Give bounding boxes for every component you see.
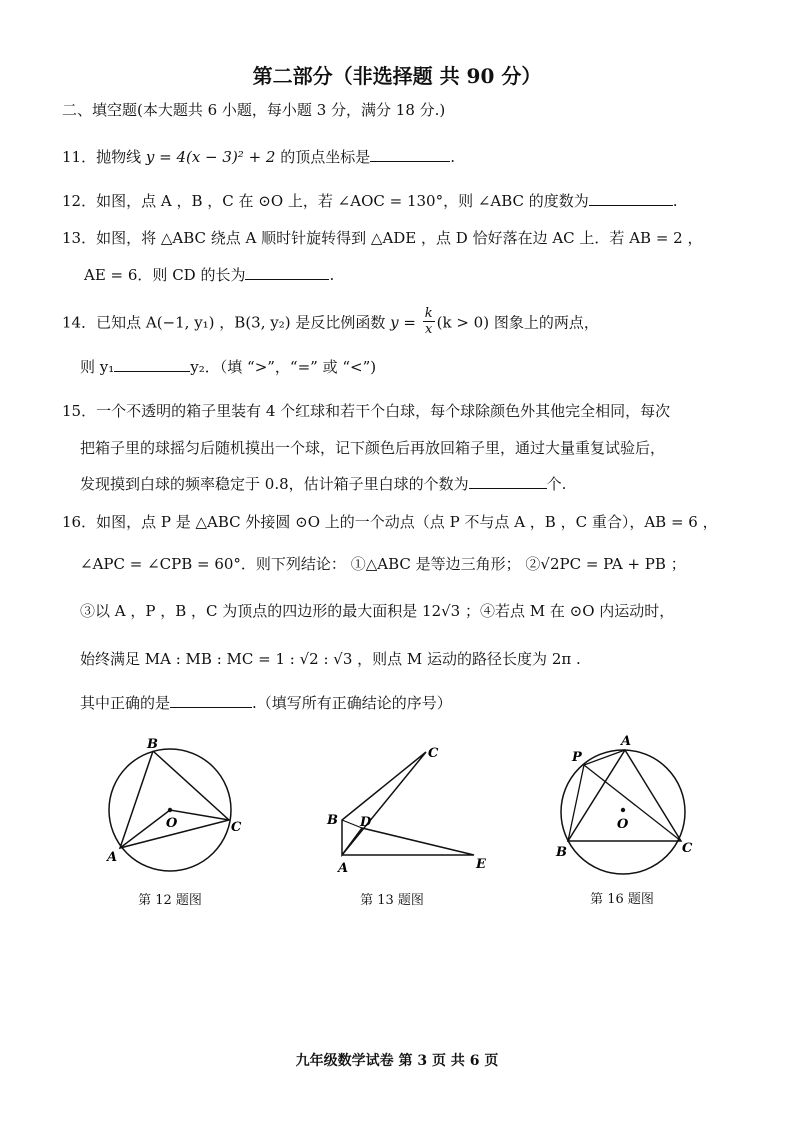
q14-line2-post: y₂．（填 “>”，“=” 或 “<”) [190,358,377,376]
fig12-caption: 第 12 题图 [138,893,202,908]
question-15-line3 [80,473,566,494]
fig13-label-c: C [428,746,439,761]
figure-13 [320,738,500,878]
fig12-label-a: A [107,850,118,865]
q14-fraction-num: k [424,306,433,321]
page-footer: 九年级数学试卷 第 3 页 共 6 页 [295,1053,499,1069]
question-14-line1 [62,308,599,339]
question-13-line1: 13．如图，将 △ABC 绕点 A 顺时针旋转得到 △ADE ，点 D 恰好落在边 AC 上．若 AB = 2 ， [62,229,703,247]
q12-answer-blank[interactable] [589,191,673,206]
question-16-line5 [80,692,452,713]
q16-line5-pre: 其中正确的是 [80,694,171,712]
question-12 [62,190,678,211]
fig12-center-dot [168,808,172,812]
question-15-line2: 把箱子里的球摇匀后随机摸出一个球，记下颜色后再放回箱子里，通过大量重复试验后， [80,439,666,457]
q14-line2-pre: 则 y₁ [80,358,115,376]
fig13-segment-bd [342,820,362,828]
q12-end: . [672,192,678,210]
fig16-label-a: A [621,734,632,749]
fig13-label-d: D [360,815,372,830]
part-title: 第二部分（非选择题 共 90 分） [252,64,542,88]
question-13-line2 [84,264,334,285]
figure-12 [95,728,265,878]
fig13-label-a: A [338,861,349,876]
fig13-caption: 第 13 题图 [360,893,424,908]
question-14-line2 [80,356,376,377]
fig16-label-b: B [556,845,567,860]
figure-16 [545,728,715,878]
fig13-label-e: E [476,857,486,872]
q15-answer-blank[interactable] [469,474,547,489]
q14-pre: 14．已知点 A(−1, y₁) ，B(3, y₂) 是反比例函数 [62,313,391,332]
q15-line3-pre: 发现摸到白球的频率稳定于 0.8，估计箱子里白球的个数为 [80,475,469,493]
q13-answer-blank[interactable] [245,265,329,280]
q11-pre: 11．抛物线 [62,148,146,166]
fig16-caption: 第 16 题图 [590,892,654,907]
fig16-center-dot [621,808,625,812]
fig12-label-b: B [147,737,158,752]
fig12-label-o: O [166,816,178,831]
q16-line5-post: .（填写所有正确结论的序号） [252,694,452,712]
q12-text: 12．如图，点 A ，B ，C 在 ⊙O 上，若 ∠AOC = 130°，则 ∠ABC 的度数为 [62,192,589,210]
fig16-label-o: O [617,817,629,832]
question-16-line2: ∠APC = ∠CPB = 60°．则下列结论： ①△ABC 是等边三角形； ②√2PC = PA + PB ； [80,555,686,573]
q14-post: (k > 0) 图象上的两点， [436,313,599,332]
q15-line3-post: 个. [546,475,567,493]
question-16-line4: 始终满足 MA : MB : MC = 1 : √2 : √3 ，则点 M 运动的路径长度为 2π . [80,650,581,668]
q14-answer-blank[interactable] [114,357,190,372]
question-16-line3: ③以 A ，P ，B ，C 为顶点的四边形的最大面积是 12√3 ；④若点 M 在 ⊙O 内运动时， [80,602,675,620]
fig16-segment-pc [584,765,681,841]
fig12-label-c: C [231,820,242,835]
q11-formula: y = 4(x − 3)² + 2 [145,148,276,166]
q11-answer-blank[interactable] [370,147,450,162]
section-heading: 二、填空题(本大题共 6 小题，每小题 3 分，满分 18 分.) [62,101,446,119]
question-11 [62,146,455,167]
q14-fraction [423,306,435,337]
q13-end: . [329,266,335,284]
question-16-line1: 16．如图，点 P 是 △ABC 外接圆 ⊙O 上的一个动点（点 P 不与点 A ，B ，C 重合），AB = 6 ， [62,513,718,531]
q14-y-eq: y = [390,313,416,332]
q13-text: AE = 6．则 CD 的长为 [84,266,246,284]
q11-post: 的顶点坐标是 [275,148,371,166]
fig13-triangle-ade [342,828,474,855]
fig13-label-b: B [327,813,338,828]
q16-answer-blank[interactable] [170,693,252,708]
q11-end: . [450,148,456,166]
question-15-line1: 15．一个不透明的箱子里装有 4 个红球和若干个白球，每个球除颜色外其他完全相同，每次 [62,402,671,420]
q14-fraction-den: x [425,322,433,337]
fig16-label-p: P [572,750,582,765]
fig16-label-c: C [682,841,693,856]
fig13-triangle-abc [342,752,426,855]
